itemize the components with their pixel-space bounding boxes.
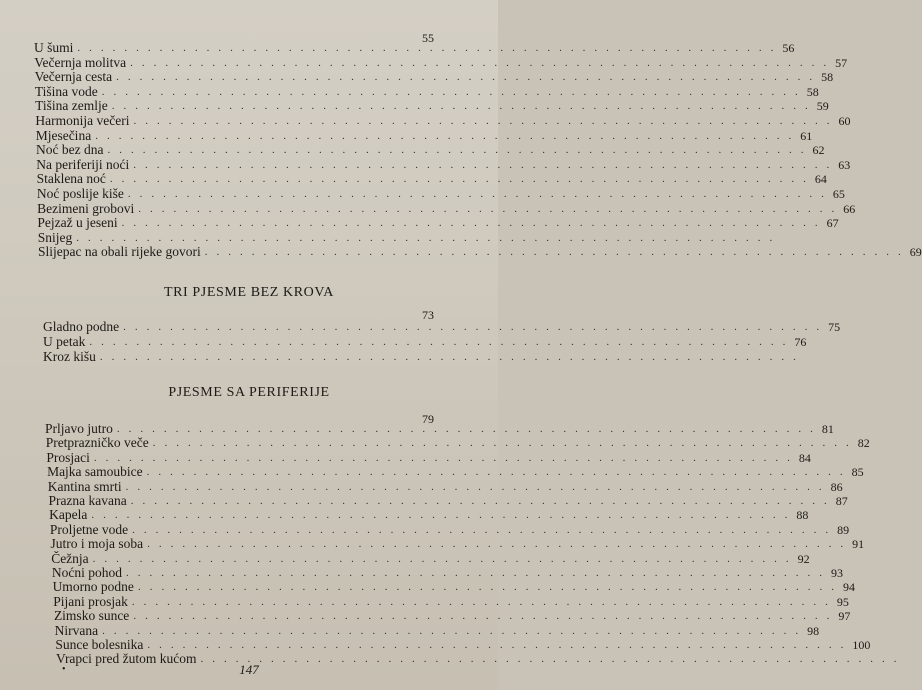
toc-entry-title: Noć poslije kiše <box>36 186 124 201</box>
footer-mark: • <box>62 664 66 675</box>
toc-leader-dots: ............................................................ <box>137 581 843 594</box>
toc-entry-title: Kapela <box>49 507 88 523</box>
toc-entry-page: 84 <box>798 450 811 465</box>
toc-entry <box>35 97 829 114</box>
toc-entry-page: 91 <box>852 537 865 552</box>
toc-entry <box>43 348 805 364</box>
toc-entry-title: Kantina smrti <box>47 478 122 494</box>
toc-entry-page: 76 <box>794 335 807 349</box>
toc-entry-title: Snijeg <box>37 229 73 245</box>
toc-entry-title: Harmonija večeri <box>35 113 130 128</box>
toc-leader-dots: ............................................................ <box>132 523 838 536</box>
toc-entry-title: Prosjaci <box>46 449 90 465</box>
toc-entry-page: 88 <box>796 508 809 523</box>
toc-entry-page: 66 <box>843 201 856 216</box>
toc-entry-page: 59 <box>816 99 829 114</box>
toc-entry-page: 92 <box>797 551 810 566</box>
toc-entry <box>34 68 834 85</box>
toc-leader-dots: ............................................................ <box>76 231 782 244</box>
toc-entry-title: Prljavo jutro <box>45 421 113 436</box>
toc-entry-page: 57 <box>835 55 848 70</box>
toc-entry <box>38 243 922 260</box>
toc-leader-dots: ............................................................ <box>123 321 829 333</box>
toc-entry <box>43 333 807 349</box>
toc-leader-dots: ............................................................ <box>130 56 836 69</box>
toc-entry-title: Noćni pohod <box>51 565 122 580</box>
section-heading-tri-pjesme: TRI PJESME BEZ KROVA <box>163 285 335 300</box>
toc-leader-dots: ............................................................ <box>111 100 817 113</box>
toc-entry-title: Staklena noć <box>36 171 106 187</box>
toc-entry-title: Pijani prosjak <box>53 593 128 609</box>
toc-entry <box>36 185 845 201</box>
toc-entry-page: 95 <box>836 594 849 609</box>
toc-leader-dots: ............................................................ <box>204 246 910 259</box>
toc-entry-title: Čežnja <box>51 550 89 566</box>
toc-page-number: 55 <box>422 31 434 45</box>
toc-leader-dots: ............................................................ <box>101 85 807 98</box>
toc-leader-dots: ............................................................ <box>99 351 805 363</box>
toc-entry-title: Majka samoubice <box>47 464 143 480</box>
toc-entry-title: Pejzaž u jeseni <box>37 215 118 231</box>
toc-entry <box>37 200 856 216</box>
toc-entry-page: 58 <box>821 70 834 85</box>
toc-page-number: 79 <box>422 412 434 426</box>
toc-entry-title: Prazna kavana <box>48 493 127 508</box>
toc-entry-title: Sunce bolesnika <box>55 637 144 652</box>
toc-entry-page: 64 <box>814 172 827 187</box>
toc-entry-title: Slijepac na obali rijeke govori <box>38 244 201 260</box>
toc-leader-dots: ............................................................ <box>152 437 858 450</box>
toc-entry-page: 61 <box>800 128 813 143</box>
toc-leader-dots: ............................................................ <box>133 158 839 171</box>
toc-entry <box>43 318 841 334</box>
toc-entry-title: Nirvana <box>54 622 99 638</box>
toc-entry-title: Proljetne vode <box>49 521 129 537</box>
toc-leader-dots: ............................................................ <box>121 217 827 230</box>
toc-entry-page: 100 <box>852 638 871 652</box>
toc-entry-page: 93 <box>831 566 843 580</box>
toc-leader-dots: ............................................................ <box>146 466 852 479</box>
toc-entry-title: Mjesečina <box>35 127 92 143</box>
toc-entry-page: 98 <box>807 623 820 638</box>
toc-entry <box>35 127 813 143</box>
toc-entry <box>34 83 819 99</box>
toc-leader-dots: ............................................................ <box>126 567 831 579</box>
toc-entry-title: Na periferiji noći <box>36 156 130 172</box>
toc-leader-dots: ............................................................ <box>130 495 836 507</box>
toc-entry-page: 94 <box>842 580 855 595</box>
toc-leader-dots: ............................................................ <box>131 595 837 608</box>
toc-entry-title: Kroz kišu <box>43 349 96 364</box>
toc-entry-title: Gladno podne <box>43 319 120 334</box>
toc-entry-page: 87 <box>835 494 848 508</box>
page-number: 147 <box>239 662 259 677</box>
toc-leader-dots: ............................................................ <box>92 552 798 565</box>
toc-leader-dots: ............................................................ <box>93 451 799 464</box>
toc-leader-dots: ............................................................ <box>138 202 844 215</box>
toc-leader-dots: ............................................................ <box>77 42 783 54</box>
toc-leader-dots: ............................................................ <box>109 173 815 186</box>
toc-leader-dots: ............................................................ <box>133 610 839 623</box>
toc-entry-title: Noć bez dna <box>36 142 104 158</box>
toc-entry-title: Tišina vode <box>34 83 98 99</box>
toc-leader-dots: ............................................................ <box>133 115 839 127</box>
toc-entry-title: U petak <box>43 334 86 349</box>
toc-leader-dots: ............................................................ <box>200 653 906 666</box>
toc-entry-title: Umorno podne <box>52 579 134 595</box>
toc-leader-dots: ............................................................ <box>102 624 808 637</box>
toc-entry <box>37 214 839 231</box>
toc-entry-page: 69 <box>909 245 922 260</box>
toc-entry-page: 60 <box>838 114 851 128</box>
toc-leader-dots: ............................................................ <box>116 423 822 435</box>
toc-entry <box>37 229 782 245</box>
toc-entry-page: 65 <box>832 187 845 201</box>
toc-entry-page: 85 <box>851 465 864 480</box>
toc-leader-dots: ............................................................ <box>127 188 833 200</box>
toc-leader-dots: ............................................................ <box>125 480 831 493</box>
toc-entry-title: Večernja cesta <box>34 69 113 85</box>
toc-entry <box>34 39 795 55</box>
toc-entry <box>35 112 851 128</box>
toc-leader-dots: ............................................................ <box>116 71 822 84</box>
toc-entry-title: Večernja molitva <box>34 54 127 70</box>
toc-entry-page: 56 <box>782 41 795 55</box>
toc-entry-page: 82 <box>857 436 870 451</box>
toc-entry-title: U šumi <box>34 40 74 55</box>
toc-entry-page: 97 <box>838 609 851 624</box>
toc-entry-title: Bezimeni grobovi <box>37 200 135 216</box>
toc-leader-dots: ............................................................ <box>89 336 795 348</box>
toc-entry-title: Vrapci pred žutom kućom <box>56 651 197 667</box>
toc-entry-page: 67 <box>826 216 839 231</box>
toc-entry-title: Pretprazničko veče <box>45 435 149 451</box>
toc-leader-dots: ............................................................ <box>147 538 853 551</box>
toc-entry-page: 86 <box>830 479 843 494</box>
toc-entry <box>36 156 851 172</box>
toc-entry-page: 81 <box>821 422 834 436</box>
toc-entry <box>36 170 827 187</box>
toc-entry-page: 58 <box>806 84 819 99</box>
toc-entry-title: Jutro i moja soba <box>50 536 144 552</box>
toc-entry-title: Tišina zemlje <box>35 98 108 114</box>
toc-leader-dots: ............................................................ <box>91 509 797 522</box>
toc-entry <box>36 141 825 158</box>
toc-entry-title: Zimsko sunce <box>53 608 130 624</box>
toc-leader-dots: ............................................................ <box>107 144 813 157</box>
toc-leader-dots: ............................................................ <box>147 639 853 651</box>
toc-entry-page: 89 <box>837 522 850 537</box>
toc-entry-page: 75 <box>828 320 841 334</box>
toc-entry-page: 63 <box>838 157 851 172</box>
section-heading-pjesme-sa-periferije: PJESME SA PERIFERIJE <box>168 385 330 400</box>
toc-page-number: 73 <box>422 308 434 322</box>
toc-leader-dots: ............................................................ <box>95 129 801 142</box>
toc-entry-page: 62 <box>812 143 825 158</box>
toc-entry <box>34 54 848 70</box>
